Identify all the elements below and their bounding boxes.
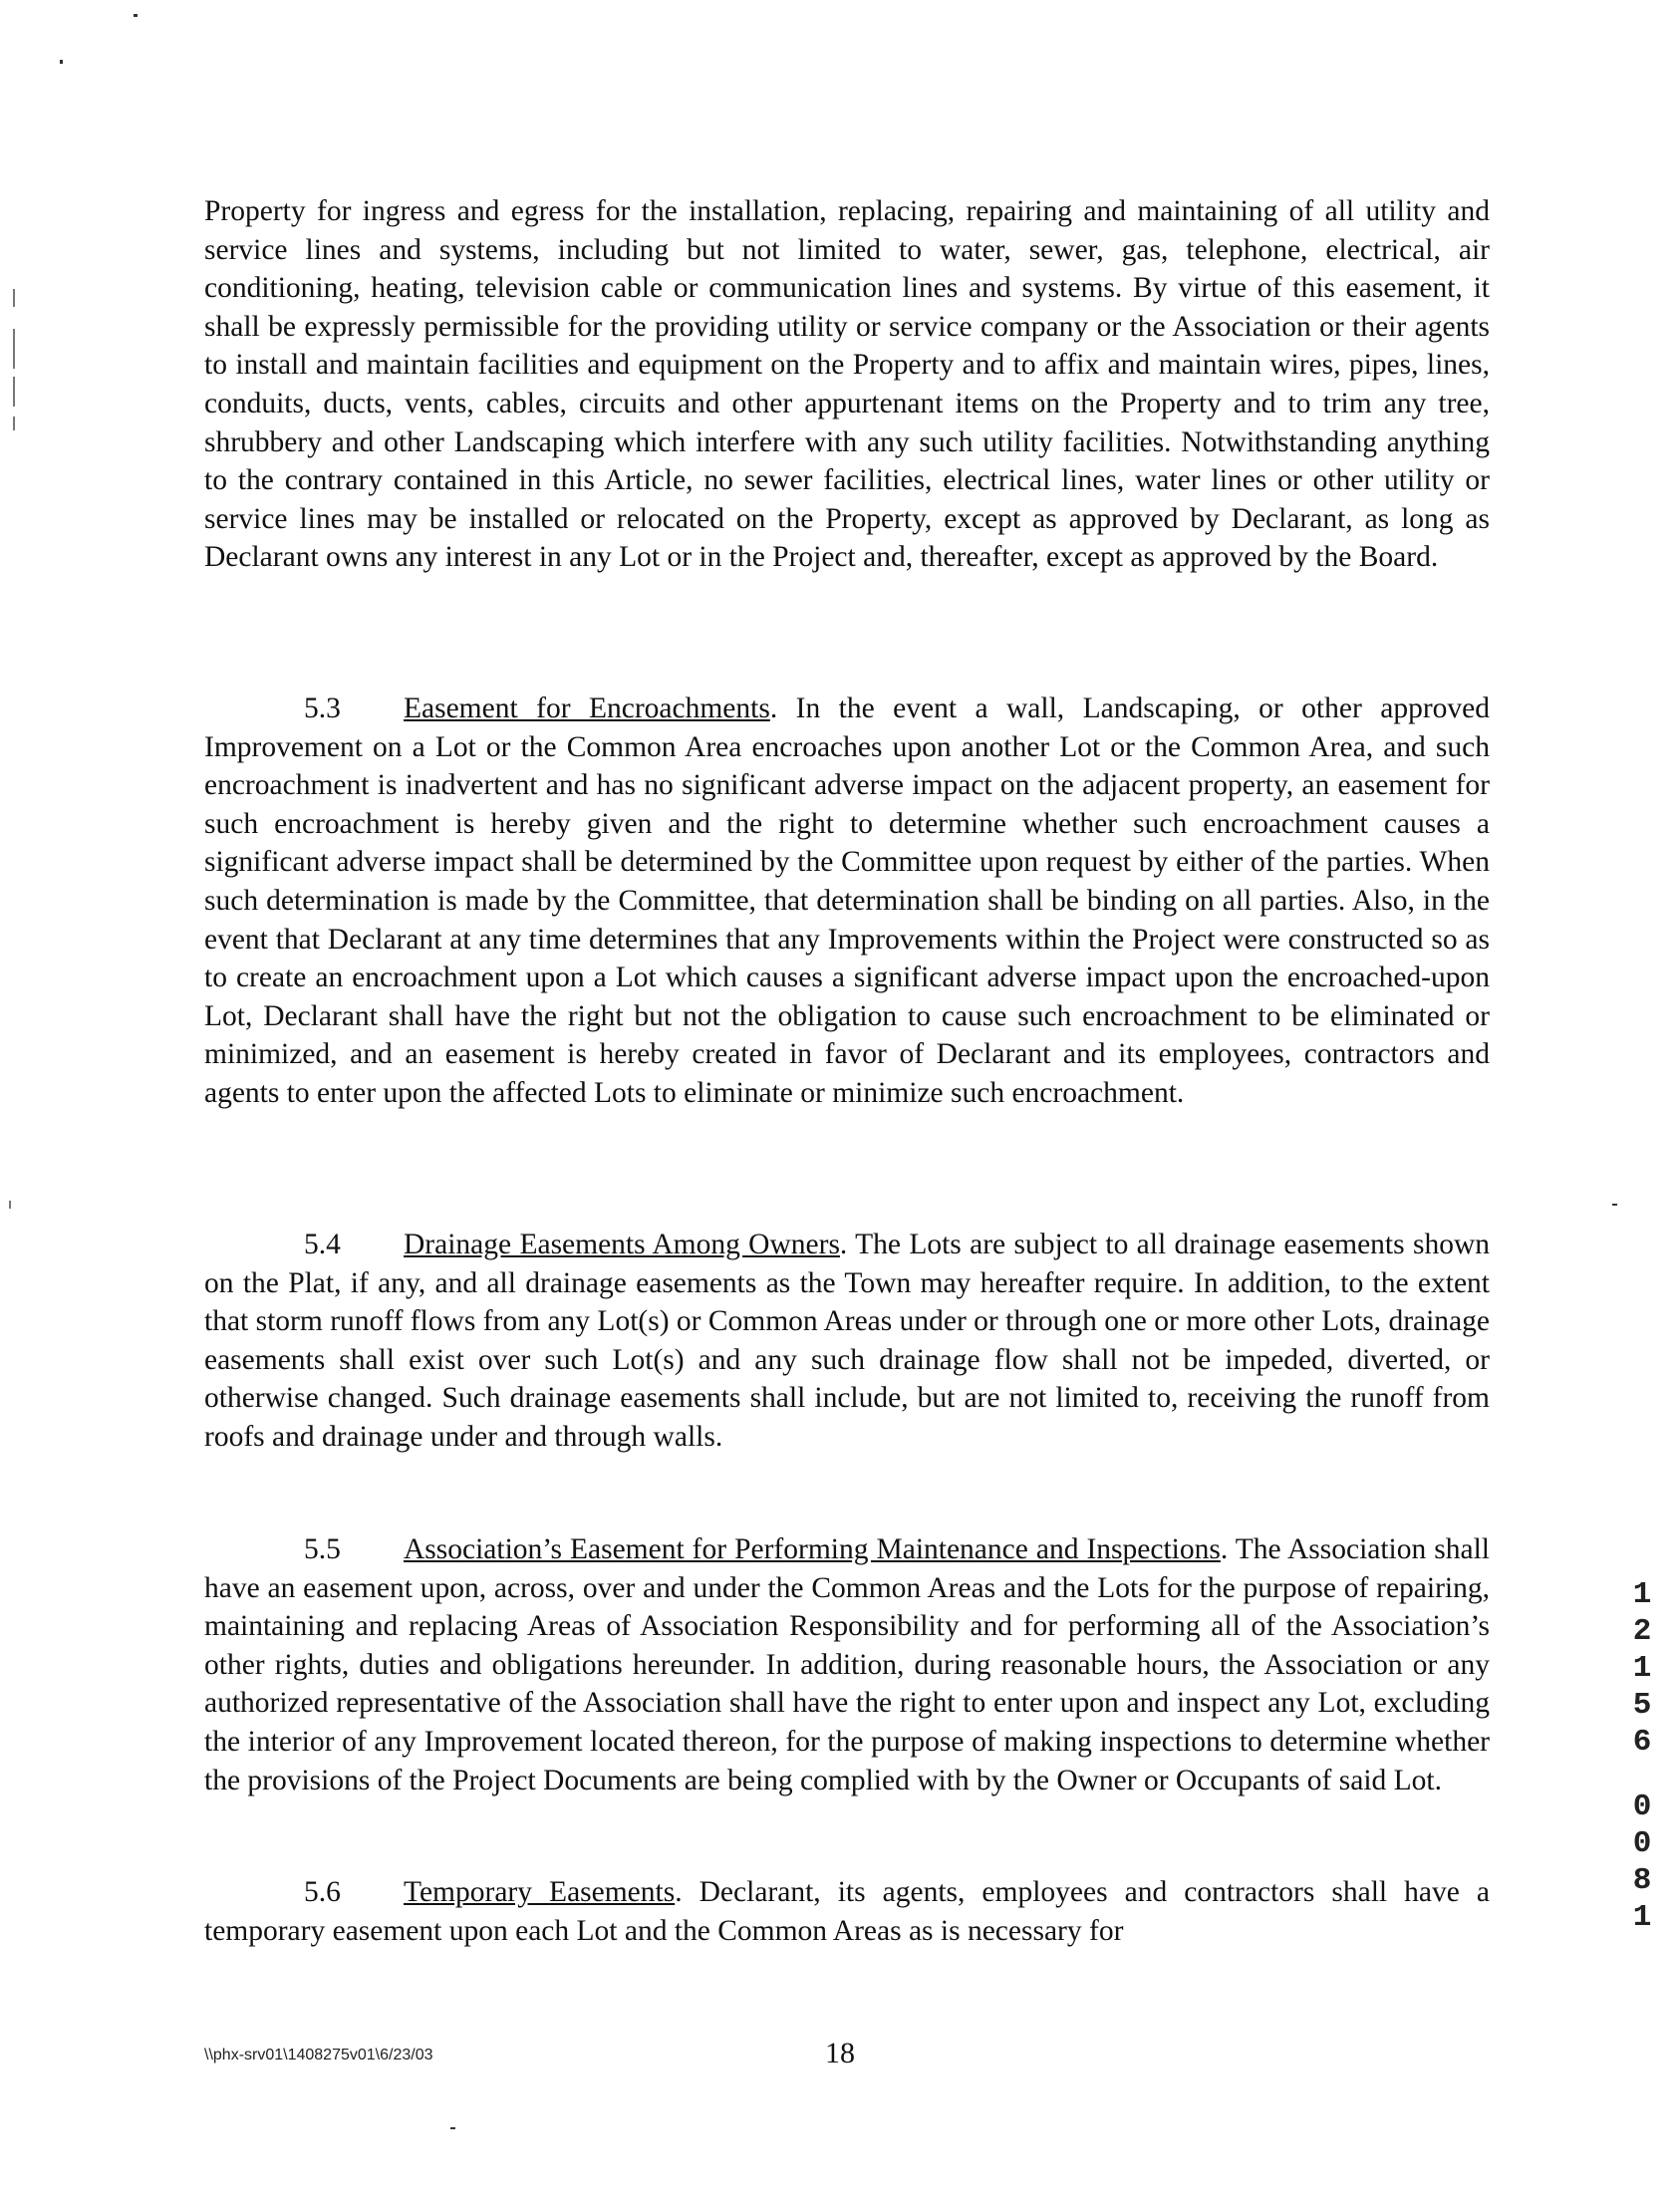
section-body: . The Association shall have an easement upon, across, over and under the Common Areas and the Lots for the purpose of repairing, maintaining and replacing Areas of Association Responsibility and for performing all of the Association’s other rights, duties and obligations hereunder. In addition, during reasonable hours, the Association or any authorized representative of the Association shall have the right to enter upon and inspect any Lot, excluding the interior of any Improvement located thereon, for the purpose of making inspections to determine whether the provisions of the Project Documents are being complied with by the Owner or Occupants of said Lot. bbox=[204, 1533, 1490, 1796]
section-5-5 bbox=[204, 1530, 1490, 1799]
section-number: 5.4 bbox=[304, 1229, 341, 1260]
section-number: 5.3 bbox=[304, 692, 341, 724]
stamp-digit: 6 bbox=[1632, 1725, 1652, 1760]
scan-speck bbox=[134, 14, 138, 17]
section-body: . Declarant, its agents, employees and contractors shall have a temporary easement upon each Lot and the Common Areas as is necessary for bbox=[204, 1876, 1490, 1947]
section-5-4 bbox=[204, 1226, 1490, 1457]
stamp-digit: 0 bbox=[1632, 1789, 1652, 1824]
section-title: Association’s Easement for Performing Maintenance and Inspections bbox=[404, 1533, 1221, 1565]
section-5-6 bbox=[204, 1873, 1490, 1950]
section-body: . The Lots are subject to all drainage easements shown on the Plat, if any, and all drainage easements as the Town may hereafter require. In addition, to the extent that storm runoff flows from any Lot(s) or Common Areas under or through one or more other Lots, drainage easements shall exist over such Lot(s) and any such drainage flow shall not be impeded, diverted, or otherwise changed. Such drainage easements shall include, but are not limited to, receiving the runoff from roofs and drainage under and through walls. bbox=[204, 1229, 1490, 1453]
scan-margin-mark bbox=[13, 289, 15, 307]
scan-margin-mark bbox=[13, 377, 15, 407]
scan-margin-mark bbox=[13, 416, 15, 430]
section-title: Easement for Encroachments bbox=[404, 692, 770, 724]
section-title: Drainage Easements Among Owners bbox=[404, 1229, 840, 1260]
footer-file-reference: \\phx-srv01\1408275v01\6/23/03 bbox=[204, 2047, 433, 2063]
scan-margin-mark bbox=[13, 329, 15, 369]
section-body: . In the event a wall, Landscaping, or other approved Improvement on a Lot or the Common Area encroaches upon another Lot or the Common Area, and such encroachment is inadvertent and has no significant adverse impact on the adjacent property, an easement for such encroachment is hereby given and the right to determine whether such encroachment causes a significant adverse impact shall be determined by the Committee upon request by either of the parties. When such determination is made by the Committee, that determination shall be binding on all parties. Also, in the event that Declarant at any time determines that any Improvements within the Project were constructed so as to create an encroachment upon a Lot which causes a significant adverse impact upon the encroached-upon Lot, Declarant shall have the right but not the obligation to cause such encroachment to be eliminated or minimized, and an easement is hereby created in favor of Declarant and its employees, contractors and agents to enter upon the affected Lots to eliminate or minimize such encroachment. bbox=[204, 692, 1490, 1109]
stamp-digit: 1 bbox=[1632, 1577, 1652, 1612]
section-number: 5.5 bbox=[304, 1533, 341, 1565]
stamp-digit: 8 bbox=[1632, 1863, 1652, 1898]
section-title: Temporary Easements bbox=[404, 1876, 676, 1908]
intro-paragraph: Property for ingress and egress for the installation, replacing, repairing and maintaining of all utility and service lines and systems, including but not limited to water, sewer, gas, telephone, electrical, air conditioning, heating, television cable or communication lines and systems. By virtue of this easement, it shall be expressly permissible for the providing utility or service company or the Association or their agents to install and maintain facilities and equipment on the Property and to affix and maintain wires, pipes, lines, conduits, ducts, vents, cables, circuits and other appurtenant items on the Property and to trim any tree, shrubbery and other Landscaping which interfere with any such utility facilities. Notwithstanding anything to the contrary contained in this Article, no sewer facilities, electrical lines, water lines or other utility or service lines may be installed or relocated on the Property, except as approved by Declarant, as long as Declarant owns any interest in any Lot or in the Project and, thereafter, except as approved by the Board. bbox=[204, 195, 1490, 574]
stamp-digit: 2 bbox=[1632, 1614, 1652, 1649]
stamp-digit: 1 bbox=[1632, 1651, 1652, 1686]
scan-speck bbox=[1612, 1204, 1617, 1206]
scan-speck bbox=[450, 2127, 455, 2129]
stamp-digit: 0 bbox=[1632, 1826, 1652, 1861]
section-5-3 bbox=[204, 689, 1490, 1113]
stamp-gap bbox=[1627, 1761, 1657, 1788]
page-number: 18 bbox=[825, 2037, 855, 2069]
section-number: 5.6 bbox=[304, 1876, 341, 1908]
scan-speck bbox=[60, 60, 63, 64]
stamp-digit: 5 bbox=[1632, 1688, 1652, 1723]
recording-number-stamp bbox=[1627, 1576, 1657, 1936]
scan-speck bbox=[9, 1201, 11, 1209]
stamp-digit: 1 bbox=[1632, 1900, 1652, 1935]
